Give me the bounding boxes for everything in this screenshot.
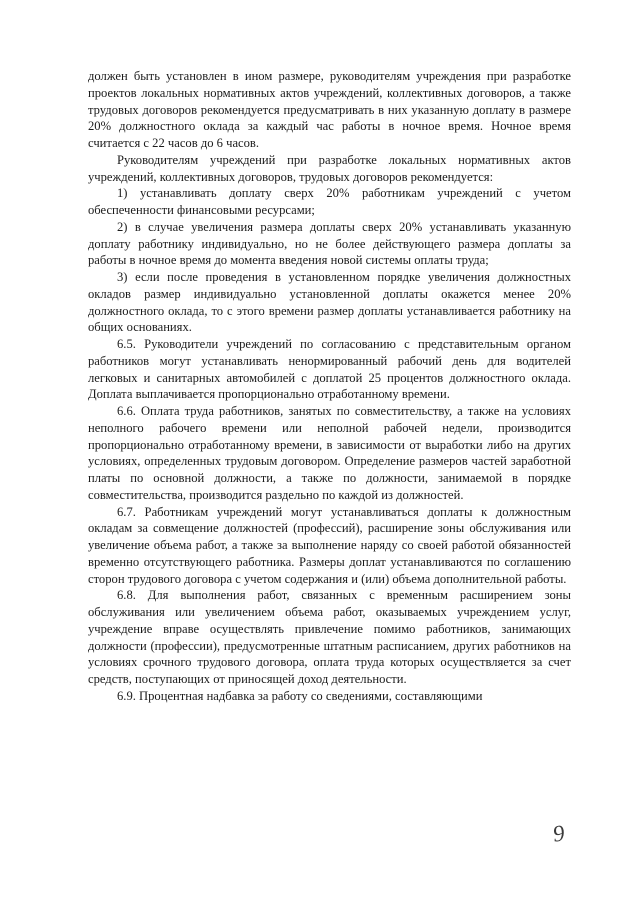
paragraph-section-6-6: 6.6. Оплата труда работников, занятых по совместительству, а также на условиях неполного рабочего времени или неполной рабочей недели, производится пропорционально отработанному времени, в зависимости от выработки либо на других условиях, определенных трудовым договором. Определение размеров частей заработной платы по основной должности, а также по должности, занимаемой в порядке совместительства, производится раздельно по каждой из должностей. xyxy=(88,404,571,502)
paragraph-recommendations-intro: Руководителям учреждений при разработке локальных нормативных актов учреждений, коллективных договоров, трудовых договоров рекомендуется: xyxy=(88,152,571,184)
paragraph-section-6-8: 6.8. Для выполнения работ, связанных с временным расширением зоны обслуживания или увеличением объема работ, оказываемых учреждением услуг, учреждение вправе осуществлять привлечение помимо работников, занимающих должности (профессии), предусмотренные штатным расписанием, других работников на условиях срочного трудового договора, оплата труда которых осуществляется за счет средств, поступающих от приносящей доход деятельности. xyxy=(88,588,571,686)
paragraph-section-6-7: 6.7. Работникам учреждений могут устанавливаться доплаты к должностным окладам за совмещение должностей (профессий), расширение зоны обслуживания или увеличение объема работ, а также за выполнение наряду со своей работой обязанностей временно отсутствующего работника. Размеры доплат устанавливаются по соглашению сторон трудового договора с учетом содержания и (или) объема дополнительной работы. xyxy=(88,504,571,586)
paragraph-item-2: 2) в случае увеличения размера доплаты сверх 20% устанавливать указанную доплату работнику индивидуально, но не более действующего размера доплаты за работы в ночное время до момента введения новой системы оплаты труда; xyxy=(88,219,571,268)
paragraph-continuation: должен быть установлен в ином размере, руководителям учреждения при разработке проектов локальных нормативных актов учреждений, коллективных договоров, а также трудовых договоров рекомендуется предусматривать в них указанную доплату в размере 20% должностного оклада за каждый час работы в ночное время. Ночное время считается с 22 часов до 6 часов. xyxy=(88,69,571,150)
paragraph-section-6-5: 6.5. Руководители учреждений по согласованию с представительным органом работников могут устанавливать ненормированный рабочий день для водителей легковых и санитарных автомобилей с доплатой 25 процентов должностного оклада. Доплата выплачивается пропорционально отработанному времени. xyxy=(88,337,571,402)
paragraph-item-1: 1) устанавливать доплату сверх 20% работникам учреждений с учетом обеспеченности финансовыми ресурсами; xyxy=(88,186,571,217)
document-body xyxy=(88,68,571,705)
paragraph-section-6-9: 6.9. Процентная надбавка за работу со сведениями, составляющими xyxy=(117,688,483,703)
paragraph-item-3: 3) если после проведения в установленном порядке увеличения должностных окладов размер индивидуально установленной доплаты окажется менее 20% должностного оклада, то с этого времени размер доплаты устанавливается работнику на общих основаниях. xyxy=(88,270,571,335)
page-number: 9 xyxy=(551,820,567,847)
